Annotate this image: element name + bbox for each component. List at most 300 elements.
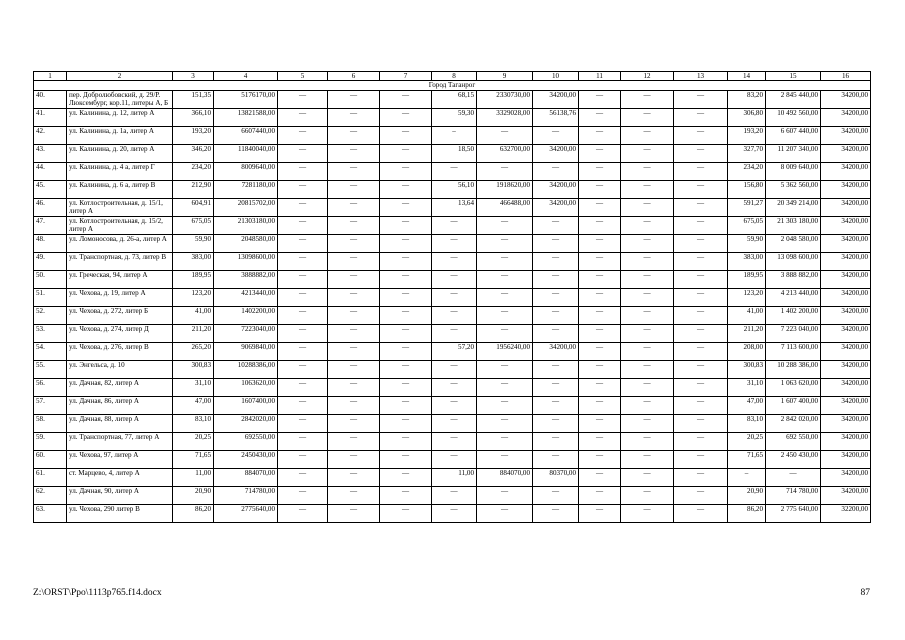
value-cell: — xyxy=(621,145,674,163)
value-cell: 20,90 xyxy=(173,487,214,505)
value-cell: 1918620,00 xyxy=(477,181,533,199)
value-cell: — xyxy=(380,451,432,469)
value-cell: 211,20 xyxy=(728,325,766,343)
row-index-cell: 54. xyxy=(34,343,67,361)
value-cell: 80370,00 xyxy=(533,469,579,487)
value-cell: 86,20 xyxy=(173,505,214,523)
value-cell: 34200,00 xyxy=(533,145,579,163)
value-cell: — xyxy=(380,325,432,343)
value-cell: — xyxy=(278,307,328,325)
value-cell: 59,30 xyxy=(432,109,477,127)
table-row xyxy=(34,379,871,397)
value-cell: — xyxy=(477,397,533,415)
value-cell: 41,00 xyxy=(173,307,214,325)
value-cell: 18,50 xyxy=(432,145,477,163)
value-cell: — xyxy=(621,397,674,415)
table-row xyxy=(34,451,871,469)
value-cell: — xyxy=(328,271,380,289)
value-cell: — xyxy=(477,415,533,433)
address-cell: ул. Чехова, д. 272, литер Б xyxy=(67,307,173,325)
value-cell: 714 780,00 xyxy=(766,487,821,505)
value-cell: — xyxy=(477,451,533,469)
address-cell: ул. Транспортная, д. 73, литер В xyxy=(67,253,173,271)
value-cell: — xyxy=(328,199,380,217)
row-index-cell: 53. xyxy=(34,325,67,343)
address-cell: ст. Марцево, 4, литер А xyxy=(67,469,173,487)
value-cell: 20 349 214,00 xyxy=(766,199,821,217)
value-cell: — xyxy=(533,325,579,343)
value-cell: — xyxy=(380,361,432,379)
value-cell: — xyxy=(328,127,380,145)
value-cell: 83,10 xyxy=(173,415,214,433)
table-row xyxy=(34,433,871,451)
table-row xyxy=(34,361,871,379)
table-row xyxy=(34,181,871,199)
value-cell: 306,80 xyxy=(728,109,766,127)
value-cell: — xyxy=(380,199,432,217)
address-cell: ул. Дачная, 88, литер А xyxy=(67,415,173,433)
value-cell: — xyxy=(477,325,533,343)
value-cell: 4213440,00 xyxy=(214,289,278,307)
value-cell: — xyxy=(328,325,380,343)
value-cell: — xyxy=(621,127,674,145)
value-cell: 366,10 xyxy=(173,109,214,127)
value-cell: 2048580,00 xyxy=(214,235,278,253)
value-cell: — xyxy=(477,289,533,307)
value-cell: 1956240,00 xyxy=(477,343,533,361)
value-cell: — xyxy=(621,253,674,271)
value-cell: — xyxy=(533,289,579,307)
value-cell: 2450430,00 xyxy=(214,451,278,469)
value-cell: 211,20 xyxy=(173,325,214,343)
value-cell: — xyxy=(432,487,477,505)
value-cell: 7223040,00 xyxy=(214,325,278,343)
value-cell: 11 207 340,00 xyxy=(766,145,821,163)
value-cell: 59,90 xyxy=(173,235,214,253)
value-cell: — xyxy=(533,379,579,397)
value-cell: 212,90 xyxy=(173,181,214,199)
row-index-cell: 55. xyxy=(34,361,67,379)
table-row xyxy=(34,253,871,271)
value-cell: — xyxy=(328,235,380,253)
table-row xyxy=(34,325,871,343)
value-cell: 8 009 640,00 xyxy=(766,163,821,181)
value-cell: — xyxy=(579,199,621,217)
row-index-cell: 46. xyxy=(34,199,67,217)
table-row xyxy=(34,469,871,487)
value-cell: — xyxy=(380,271,432,289)
value-cell: — xyxy=(278,397,328,415)
value-cell: — xyxy=(579,415,621,433)
value-cell: — xyxy=(477,307,533,325)
value-cell: 300,83 xyxy=(173,361,214,379)
value-cell: — xyxy=(477,505,533,523)
value-cell: 34200,00 xyxy=(821,397,871,415)
value-cell: — xyxy=(328,289,380,307)
value-cell: — xyxy=(278,145,328,163)
address-cell: ул. Дачная, 86, литер А xyxy=(67,397,173,415)
value-cell: — xyxy=(674,307,728,325)
value-cell: 1 402 200,00 xyxy=(766,307,821,325)
value-cell: — xyxy=(621,451,674,469)
value-cell: — xyxy=(579,163,621,181)
column-number-cell: 9 xyxy=(477,72,533,81)
address-cell: ул. Дачная, 90, литер А xyxy=(67,487,173,505)
value-cell: 300,83 xyxy=(728,361,766,379)
value-cell: 156,80 xyxy=(728,181,766,199)
value-cell: — xyxy=(674,361,728,379)
value-cell: — xyxy=(674,433,728,451)
value-cell: 6 607 440,00 xyxy=(766,127,821,145)
value-cell: 591,27 xyxy=(728,199,766,217)
value-cell: 10 288 386,00 xyxy=(766,361,821,379)
value-cell: — xyxy=(432,217,477,235)
value-cell: 34200,00 xyxy=(533,199,579,217)
value-cell: 34200,00 xyxy=(821,271,871,289)
value-cell: 13 098 600,00 xyxy=(766,253,821,271)
value-cell: — xyxy=(579,235,621,253)
address-cell: ул. Дачная, 82, литер А xyxy=(67,379,173,397)
value-cell: 7 223 040,00 xyxy=(766,325,821,343)
value-cell: 5 362 560,00 xyxy=(766,181,821,199)
table-row xyxy=(34,415,871,433)
value-cell: — xyxy=(621,289,674,307)
value-cell: — xyxy=(380,379,432,397)
row-index-cell: 60. xyxy=(34,451,67,469)
table-row xyxy=(34,307,871,325)
value-cell: 57,20 xyxy=(432,343,477,361)
value-cell: — xyxy=(579,397,621,415)
value-cell: — xyxy=(579,487,621,505)
page-number: 87 xyxy=(860,588,870,598)
value-cell: — xyxy=(380,289,432,307)
value-cell: — xyxy=(278,379,328,397)
value-cell: — xyxy=(674,469,728,487)
value-cell: 20,25 xyxy=(173,433,214,451)
value-cell: 34200,00 xyxy=(821,433,871,451)
property-table xyxy=(33,71,871,523)
value-cell: 208,00 xyxy=(728,343,766,361)
value-cell: 692 550,00 xyxy=(766,433,821,451)
value-cell: 11840040,00 xyxy=(214,145,278,163)
value-cell: 20,25 xyxy=(728,433,766,451)
value-cell: — xyxy=(380,91,432,109)
value-cell: — xyxy=(533,415,579,433)
value-cell: — xyxy=(674,379,728,397)
value-cell: — xyxy=(328,217,380,235)
value-cell: 21303180,00 xyxy=(214,217,278,235)
value-cell: — xyxy=(432,235,477,253)
table-row xyxy=(34,217,871,235)
table-row xyxy=(34,397,871,415)
value-cell: 3 888 882,00 xyxy=(766,271,821,289)
value-cell: – xyxy=(432,127,477,145)
value-cell: — xyxy=(674,343,728,361)
value-cell: — xyxy=(432,253,477,271)
value-cell: 714780,00 xyxy=(214,487,278,505)
value-cell: 34200,00 xyxy=(821,379,871,397)
address-cell: ул. Энгельса, д. 10 xyxy=(67,361,173,379)
table-row xyxy=(34,91,871,109)
column-number-cell: 2 xyxy=(67,72,173,81)
value-cell: — xyxy=(579,433,621,451)
table-row xyxy=(34,289,871,307)
value-cell: 34200,00 xyxy=(821,307,871,325)
address-cell: ул. Калинина, д. 4 а, литер Г xyxy=(67,163,173,181)
value-cell: 234,20 xyxy=(728,163,766,181)
value-cell: — xyxy=(579,181,621,199)
value-cell: — xyxy=(579,325,621,343)
value-cell: 8009640,00 xyxy=(214,163,278,181)
value-cell: 2330730,00 xyxy=(477,91,533,109)
table-row xyxy=(34,505,871,523)
value-cell: 34200,00 xyxy=(821,451,871,469)
value-cell: 675,05 xyxy=(173,217,214,235)
row-index-cell: 41. xyxy=(34,109,67,127)
row-index-cell: 56. xyxy=(34,379,67,397)
value-cell: 383,00 xyxy=(173,253,214,271)
value-cell: — xyxy=(278,289,328,307)
value-cell: — xyxy=(328,469,380,487)
value-cell: — xyxy=(278,451,328,469)
value-cell: 327,70 xyxy=(728,145,766,163)
value-cell: — xyxy=(380,127,432,145)
column-number-cell: 13 xyxy=(674,72,728,81)
value-cell: — xyxy=(674,181,728,199)
value-cell: 466488,00 xyxy=(477,199,533,217)
value-cell: 34200,00 xyxy=(821,127,871,145)
value-cell: 2 842 020,00 xyxy=(766,415,821,433)
value-cell: — xyxy=(621,379,674,397)
value-cell: — xyxy=(328,361,380,379)
value-cell: — xyxy=(380,163,432,181)
value-cell: — xyxy=(477,235,533,253)
value-cell: — xyxy=(432,415,477,433)
value-cell: — xyxy=(674,253,728,271)
value-cell: 11,00 xyxy=(173,469,214,487)
value-cell: — xyxy=(432,289,477,307)
value-cell: — xyxy=(533,361,579,379)
value-cell: — xyxy=(380,415,432,433)
value-cell: — xyxy=(674,217,728,235)
value-cell: — xyxy=(621,505,674,523)
table-row xyxy=(34,163,871,181)
value-cell: 34200,00 xyxy=(821,361,871,379)
value-cell: — xyxy=(533,163,579,181)
value-cell: 692550,00 xyxy=(214,433,278,451)
value-cell: — xyxy=(579,343,621,361)
row-index-cell: 59. xyxy=(34,433,67,451)
value-cell: — xyxy=(380,145,432,163)
value-cell: 31,10 xyxy=(728,379,766,397)
value-cell: 34200,00 xyxy=(821,145,871,163)
column-number-cell: 6 xyxy=(328,72,380,81)
value-cell: — xyxy=(328,487,380,505)
value-cell: — xyxy=(328,451,380,469)
table-row xyxy=(34,109,871,127)
value-cell: 34200,00 xyxy=(821,289,871,307)
table-row xyxy=(34,487,871,505)
value-cell: 20,90 xyxy=(728,487,766,505)
row-index-cell: 52. xyxy=(34,307,67,325)
value-cell: — xyxy=(533,127,579,145)
city-heading: Город Таганрог xyxy=(34,81,871,91)
value-cell: — xyxy=(278,163,328,181)
value-cell: — xyxy=(328,397,380,415)
value-cell: — xyxy=(278,127,328,145)
value-cell: 34200,00 xyxy=(821,199,871,217)
address-cell: ул. Транспортная, 77, литер А xyxy=(67,433,173,451)
value-cell: — xyxy=(477,487,533,505)
value-cell: — xyxy=(621,109,674,127)
value-cell: 34200,00 xyxy=(821,415,871,433)
value-cell: 1402200,00 xyxy=(214,307,278,325)
value-cell: 3329028,00 xyxy=(477,109,533,127)
value-cell: — xyxy=(533,235,579,253)
city-row xyxy=(34,81,871,91)
value-cell: 56,10 xyxy=(432,181,477,199)
value-cell: – xyxy=(728,469,766,487)
value-cell: — xyxy=(674,289,728,307)
value-cell: — xyxy=(432,325,477,343)
table-row xyxy=(34,343,871,361)
address-cell: пер. Добролюбовский, д. 29/Р. Люксембург, кор.11, литеры А, Б xyxy=(67,91,173,109)
value-cell: 32200,00 xyxy=(821,505,871,523)
value-cell: 34200,00 xyxy=(533,343,579,361)
value-cell: 234,20 xyxy=(173,163,214,181)
value-cell: 59,90 xyxy=(728,235,766,253)
value-cell: — xyxy=(278,343,328,361)
value-cell: 34200,00 xyxy=(821,325,871,343)
value-cell: — xyxy=(674,91,728,109)
value-cell: 13821588,00 xyxy=(214,109,278,127)
value-cell: — xyxy=(380,109,432,127)
value-cell: — xyxy=(278,271,328,289)
column-number-cell: 5 xyxy=(278,72,328,81)
value-cell: — xyxy=(579,451,621,469)
value-cell: — xyxy=(674,325,728,343)
value-cell: — xyxy=(278,109,328,127)
row-index-cell: 49. xyxy=(34,253,67,271)
value-cell: — xyxy=(432,397,477,415)
value-cell: — xyxy=(278,217,328,235)
value-cell: 34200,00 xyxy=(533,91,579,109)
value-cell: — xyxy=(328,181,380,199)
value-cell: — xyxy=(621,469,674,487)
value-cell: 5176170,00 xyxy=(214,91,278,109)
value-cell: — xyxy=(278,181,328,199)
value-cell: — xyxy=(380,343,432,361)
value-cell: — xyxy=(432,163,477,181)
value-cell: 11,00 xyxy=(432,469,477,487)
value-cell: — xyxy=(579,253,621,271)
value-cell: — xyxy=(477,253,533,271)
row-index-cell: 45. xyxy=(34,181,67,199)
value-cell: — xyxy=(380,181,432,199)
value-cell: 21 303 180,00 xyxy=(766,217,821,235)
value-cell: 68,15 xyxy=(432,91,477,109)
value-cell: 2 048 580,00 xyxy=(766,235,821,253)
value-cell: 4 213 440,00 xyxy=(766,289,821,307)
row-index-cell: 57. xyxy=(34,397,67,415)
value-cell: — xyxy=(674,397,728,415)
address-cell: ул. Калинина, д. 1а, литер А xyxy=(67,127,173,145)
value-cell: — xyxy=(380,469,432,487)
value-cell: — xyxy=(380,253,432,271)
row-index-cell: 62. xyxy=(34,487,67,505)
address-cell: ул. Калинина, д. 12, литер А xyxy=(67,109,173,127)
value-cell: — xyxy=(674,109,728,127)
value-cell: 2 775 640,00 xyxy=(766,505,821,523)
value-cell: 2842020,00 xyxy=(214,415,278,433)
value-cell: — xyxy=(766,469,821,487)
value-cell: — xyxy=(674,199,728,217)
address-cell: ул. Котлостроительная, д. 15/2, литер А xyxy=(67,217,173,235)
value-cell: 193,20 xyxy=(728,127,766,145)
value-cell: 383,00 xyxy=(728,253,766,271)
value-cell: 83,10 xyxy=(728,415,766,433)
value-cell: — xyxy=(621,271,674,289)
address-cell: ул. Котлостроительная, д. 15/1, литер А xyxy=(67,199,173,217)
table-row xyxy=(34,199,871,217)
row-index-cell: 50. xyxy=(34,271,67,289)
value-cell: — xyxy=(328,145,380,163)
value-cell: — xyxy=(621,487,674,505)
value-cell: — xyxy=(278,235,328,253)
row-index-cell: 47. xyxy=(34,217,67,235)
address-cell: ул. Чехова, 97, литер А xyxy=(67,451,173,469)
value-cell: — xyxy=(380,433,432,451)
column-number-cell: 11 xyxy=(579,72,621,81)
value-cell: — xyxy=(674,271,728,289)
address-cell: ул. Греческая, 94, литер А xyxy=(67,271,173,289)
value-cell: — xyxy=(674,127,728,145)
value-cell: — xyxy=(674,235,728,253)
value-cell: — xyxy=(621,325,674,343)
value-cell: — xyxy=(579,145,621,163)
value-cell: 34200,00 xyxy=(821,181,871,199)
value-cell: 884070,00 xyxy=(214,469,278,487)
value-cell: — xyxy=(579,127,621,145)
value-cell: — xyxy=(432,451,477,469)
value-cell: 2 450 430,00 xyxy=(766,451,821,469)
value-cell: — xyxy=(533,307,579,325)
value-cell: 2 845 440,00 xyxy=(766,91,821,109)
value-cell: 1063620,00 xyxy=(214,379,278,397)
column-number-cell: 4 xyxy=(214,72,278,81)
value-cell: 6607440,00 xyxy=(214,127,278,145)
row-index-cell: 43. xyxy=(34,145,67,163)
value-cell: — xyxy=(621,163,674,181)
value-cell: — xyxy=(533,217,579,235)
address-cell: ул. Калинина, д. 6 а, литер В xyxy=(67,181,173,199)
value-cell: 189,95 xyxy=(728,271,766,289)
table-row xyxy=(34,127,871,145)
value-cell: — xyxy=(579,469,621,487)
value-cell: — xyxy=(278,361,328,379)
value-cell: — xyxy=(328,343,380,361)
value-cell: — xyxy=(328,505,380,523)
value-cell: — xyxy=(579,307,621,325)
value-cell: 13,64 xyxy=(432,199,477,217)
value-cell: — xyxy=(674,163,728,181)
address-cell: ул. Чехова, 290 литер В xyxy=(67,505,173,523)
value-cell: 265,20 xyxy=(173,343,214,361)
value-cell: 604,91 xyxy=(173,199,214,217)
value-cell: 47,00 xyxy=(728,397,766,415)
value-cell: — xyxy=(278,91,328,109)
row-index-cell: 48. xyxy=(34,235,67,253)
